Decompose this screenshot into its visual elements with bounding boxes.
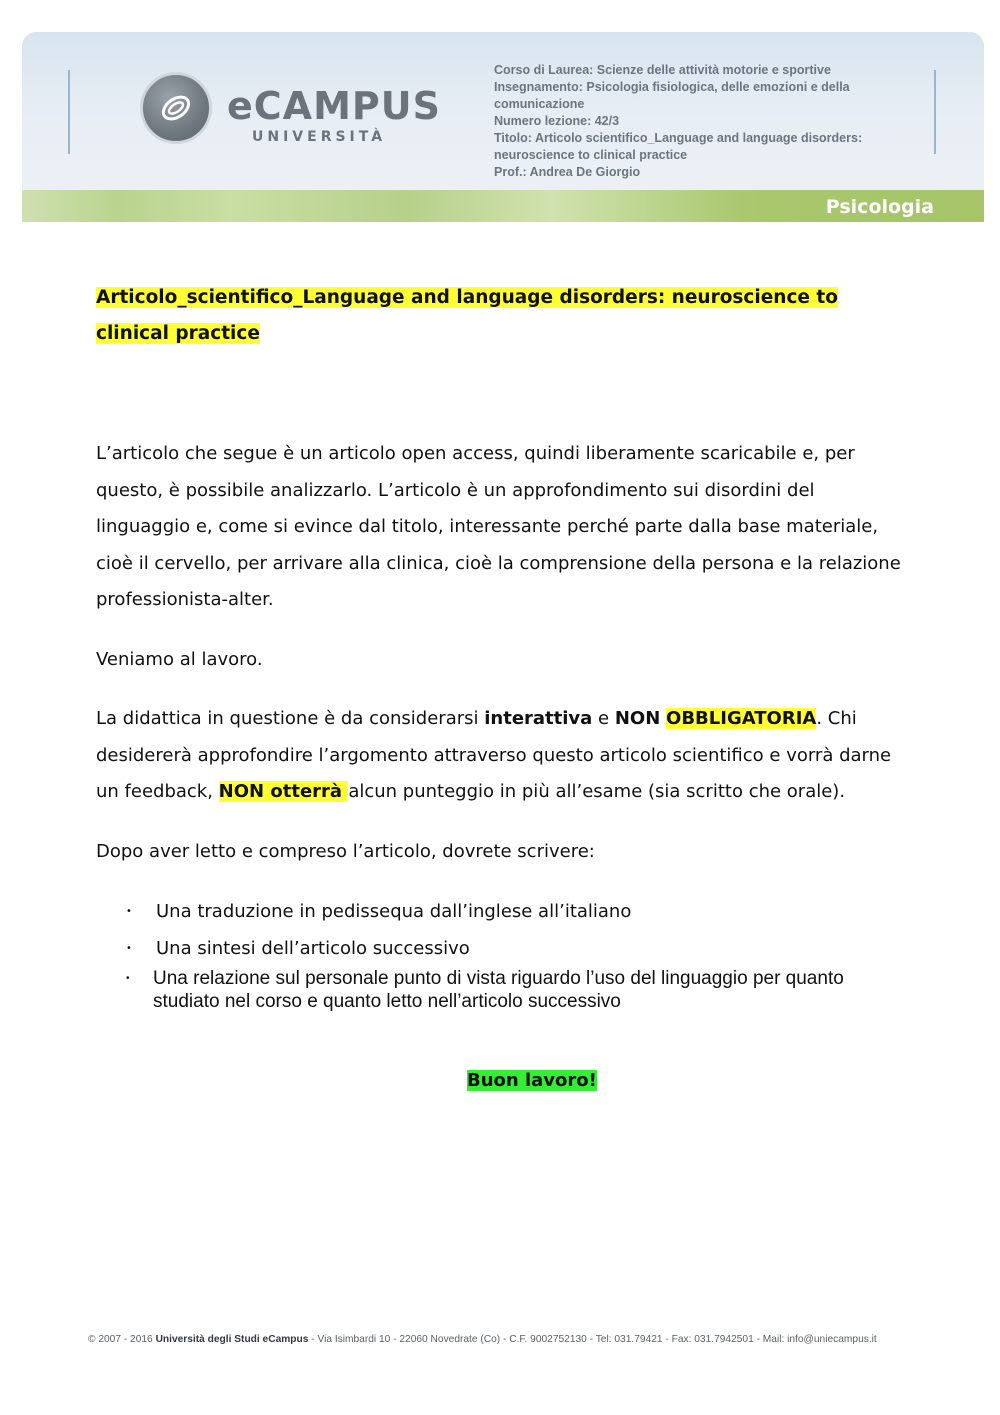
bullet-icon: • xyxy=(126,973,130,984)
bold-text: NON xyxy=(614,708,661,729)
text-run: . Chi desidererà approfondire l’argomento attraverso questo articolo scientifico e vorrà darne un feedback, xyxy=(96,708,892,802)
list-item xyxy=(96,894,906,931)
page-footer xyxy=(88,1334,908,1345)
text-run: e xyxy=(592,708,615,729)
list-item-text: Una traduzione in pedissequa dall’inglese all’italiano xyxy=(156,901,632,922)
course-info-line: Titolo: Articolo scientifico_Language and language disorders: neuroscience to clinical practice xyxy=(494,131,863,162)
document-title xyxy=(96,280,906,352)
course-info-line: Numero lezione: 42/3 xyxy=(494,114,620,128)
document-body xyxy=(96,280,906,1100)
highlighted-bold-text: NON otterrà xyxy=(218,781,349,802)
course-info-line: Insegnamento: Psicologia fisiologica, delle emozioni e della comunicazione xyxy=(494,80,850,111)
text-run: La didattica in questione è da considerarsi xyxy=(96,708,485,729)
bullet-icon: • xyxy=(126,942,132,954)
list-item-text: Una sintesi dell’articolo successivo xyxy=(156,937,470,959)
section-stripe xyxy=(22,190,984,222)
footer-copyright: © 2007 - 2016 xyxy=(88,1334,156,1345)
highlighted-bold-text: OBBLIGATORIA xyxy=(666,708,817,729)
logo-subtitle: UNIVERSITÀ xyxy=(252,129,387,145)
course-info xyxy=(494,62,914,181)
closing-highlight: Buon lavoro! xyxy=(467,1070,597,1091)
list-item xyxy=(96,931,906,968)
bullet-icon: • xyxy=(126,906,132,917)
task-intro-paragraph: Dopo aver letto e compreso l’articolo, dovrete scrivere: xyxy=(96,840,595,862)
page-header xyxy=(22,32,984,222)
footer-organization: Università degli Studi eCampus xyxy=(155,1334,309,1345)
course-info-line: Prof.: Andrea De Giorgio xyxy=(494,165,641,179)
header-divider-left xyxy=(68,70,70,154)
intro-paragraph: L’articolo che segue è un articolo open access, quindi liberamente scaricabile e, per questo, è possibile analizzarlo. L’articolo è un approfondimento sui disordini del linguaggio e, come si evince dal titolo, interessante perché parte dalla base materiale, cioè il cervello, per arrivare alla clinica, cioè la comprensione della persona e la relazione professionista-alter. xyxy=(96,443,901,610)
bold-text: interattiva xyxy=(484,708,593,729)
list-item-text: Una relazione sul personale punto di vista riguardo l’uso del linguaggio per quanto studiato nel corso e quanto letto nell’articolo successivo xyxy=(153,968,844,1012)
instructions-paragraph xyxy=(96,701,906,811)
logo-wordmark: eCAMPUS xyxy=(227,84,441,128)
work-intro-paragraph: Veniamo al lavoro. xyxy=(96,648,263,670)
closing-line xyxy=(96,1063,906,1100)
footer-contacts: - Via Isimbardi 10 - 22060 Novedrate (Co) - C.F. 9002752130 - Tel: 031.79421 - Fax: 031.7942501 - Mail: info@uniecampus.it xyxy=(308,1334,877,1345)
course-info-line: Corso di Laurea: Scienze delle attività motorie e sportive xyxy=(494,63,831,77)
title-highlight: Articolo_scientifico_Language and language disorders: neuroscience to clinical practice xyxy=(96,287,838,344)
logo-emblem-icon xyxy=(159,91,193,125)
header-divider-right xyxy=(934,70,936,154)
section-label: Psicologia xyxy=(825,196,934,218)
list-item xyxy=(96,967,906,1013)
text-run: alcun punteggio in più all’esame (sia scritto che orale). xyxy=(348,781,846,802)
ecampus-logo-icon xyxy=(140,72,212,144)
task-list xyxy=(96,894,906,1013)
